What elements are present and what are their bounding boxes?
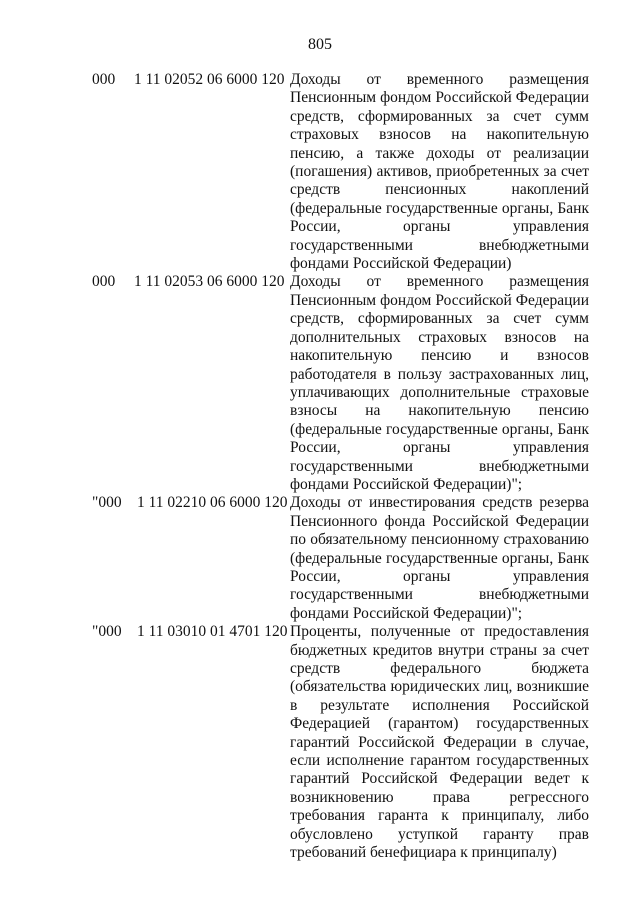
entry-description: Доходы от инвестирования средств резерва Пенсионного фонда Российской Федерации по обязательному пенсионному страхованию (федеральные государственные органы, Банк России, органы управления государственными внебюджетными фондами Российской Федерации)"; bbox=[290, 494, 589, 622]
list-item bbox=[0, 273, 640, 494]
entry-description: Доходы от временного размещения Пенсионным фондом Российской Федерации средств, сформированных за счет сумм дополнительных страховых взносов на накопительную пенсию и взносов работодателя в пользу застрахованных лиц, уплачивающих дополнительные страховые взносы на накопительную пенсию (федеральные государственные органы, Банк России, органы управления государственными внебюджетными фондами Российской Федерации)"; bbox=[290, 273, 589, 493]
entries-list bbox=[0, 71, 640, 862]
entry-code-prefix: 000 bbox=[92, 273, 116, 291]
entry-code: 1 11 02052 06 6000 120 bbox=[134, 71, 285, 88]
list-item bbox=[0, 623, 640, 862]
list-item bbox=[0, 494, 640, 623]
entry-code-prefix: "000 bbox=[92, 494, 122, 512]
entry-code: 1 11 03010 01 4701 120 bbox=[137, 623, 288, 641]
entry-description: Доходы от временного размещения Пенсионным фондом Российской Федерации средств, сформированных за счет сумм страховых взносов на накопительную пенсию, а также доходы от реализации (погашения) активов, приобретенных за счет средств пенсионных накоплений (федеральные государственные органы, Банк России, органы управления государственными внебюджетными фондами Российской Федерации) bbox=[290, 71, 589, 273]
entry-description: Проценты, полученные от предоставления бюджетных кредитов внутри страны за счет средств федерального бюджета (обязательства юридических лиц, возникшие в результате исполнения Российской Федерацией (гарантом) государственных гарантий Российской Федерации в случае, если исполнение гарантом государственных гарантий Российской Федерации ведет к возникновению права регрессного требования гаранта к принципалу, либо обусловлено уступкой гаранту прав требований бенефициара к принципалу) bbox=[290, 623, 589, 862]
entry-code-prefix: 000 bbox=[92, 71, 116, 88]
page-number: 805 bbox=[308, 36, 332, 53]
entry-code: 1 11 02210 06 6000 120 bbox=[137, 494, 288, 512]
list-item bbox=[0, 71, 640, 273]
entry-code-prefix: "000 bbox=[92, 623, 122, 641]
entry-code: 1 11 02053 06 6000 120 bbox=[134, 273, 285, 291]
